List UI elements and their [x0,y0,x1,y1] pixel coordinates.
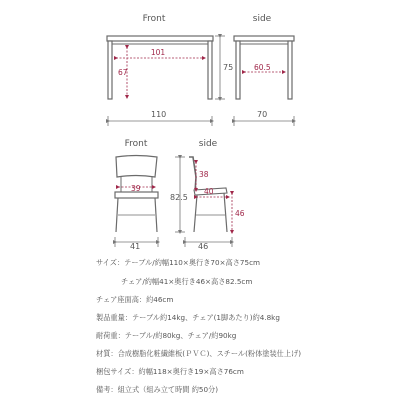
spec-seat-height: チェア座面高：約46cm [96,295,174,304]
table-side-inner-label: 60.5 [254,63,271,72]
spec-load: 耐荷重：テーブル/約80kg、チェア/約90kg [96,331,237,340]
chair-side-title: side [198,139,218,149]
chair-side-view [170,139,245,251]
chair-width-label: 41 [130,242,141,251]
spec-weight: 製品重量：テーブル約14kg、チェア(1脚あたり)約4.8kg [96,313,280,322]
chair-back-width-label: 39 [131,184,141,193]
table-width-label: 110 [151,110,167,119]
spec-size-table: サイズ：テーブル/約幅110×奥行き70×高さ75cm [96,258,261,267]
spec-size-chair: チェア/約幅41×奥行き46×高さ82.5cm [121,277,253,286]
table-inner-height-label: 67 [118,68,128,77]
table-front-title: Front [142,14,166,24]
spec-material: 材質：合成樹脂化粧繊維板(ＰＶＣ)、スチール(粉体塗装仕上げ) [96,349,301,358]
chair-seat-depth-label: 40 [204,187,214,196]
table-height-label: 75 [223,63,234,72]
chair-front-title: Front [124,139,148,149]
chair-seat-height-label: 46 [235,209,245,218]
chair-depth-label: 46 [198,242,209,251]
chair-back-height-label: 38 [199,170,209,179]
table-side-title: side [252,14,272,24]
spec-notes: 備考：組立式（組み立て時間 約50分) [96,385,219,394]
table-front-view [107,14,213,126]
chair-front-view [115,139,158,251]
table-side-view [215,14,294,126]
spec-package-size: 梱包サイズ：約幅118×奥行き19×高さ76cm [96,367,244,376]
chair-height-label: 82.5 [170,193,188,202]
table-depth-label: 70 [257,110,268,119]
table-inner-width-label: 101 [150,48,166,57]
